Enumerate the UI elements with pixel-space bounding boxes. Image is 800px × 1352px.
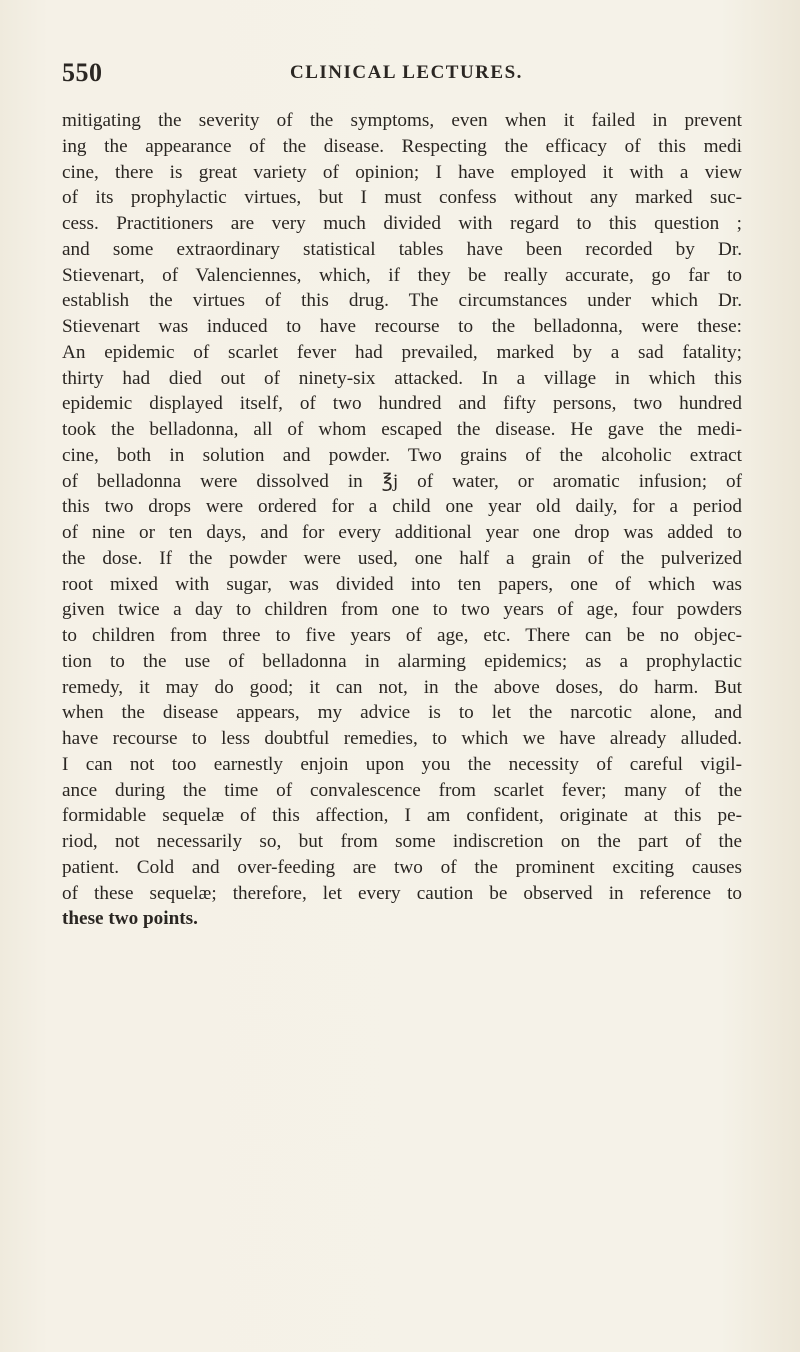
text-line: to children from three to five years of age, etc. There can be no objec- (62, 625, 742, 646)
body-text (62, 108, 742, 932)
text-line: took the belladonna, all of whom escaped the disease. He gave the medi- (62, 419, 742, 440)
text-line: ing the appearance of the disease. Respecting the efficacy of this medi (62, 135, 742, 157)
text-line: I can not too earnestly enjoin upon you the necessity of careful vigil- (62, 753, 742, 775)
text-line: have recourse to less doubtful remedies, to which we have already alluded. (62, 728, 742, 749)
text-line: Stievenart was induced to have recourse to the belladonna, were these: (62, 316, 742, 337)
text-line: formidable sequelæ of this affection, I am confident, originate at this pe- (62, 805, 742, 827)
text-line: of these sequelæ; therefore, let every caution be observed in reference to (62, 882, 742, 904)
running-title: CLINICAL LECTURES. (290, 62, 523, 83)
text-line: this two drops were ordered for a child one year old daily, for a period (62, 496, 742, 518)
text-line: of its prophylactic virtues, but I must confess without any marked suc- (62, 187, 742, 209)
text-line: root mixed with sugar, was divided into ten papers, one of which was (62, 573, 742, 595)
text-line: thirty had died out of ninety-six attacked. In a village in which this (62, 367, 742, 389)
text-line: when the disease appears, my advice is to let the narcotic alone, and (62, 702, 742, 724)
text-line: epidemic displayed itself, of two hundred and fifty persons, two hundred (62, 393, 742, 415)
text-line: patient. Cold and over-feeding are two of the prominent exciting causes (62, 856, 742, 878)
text-line: of belladonna were dissolved in ℥j of water, or aromatic infusion; of (62, 470, 742, 492)
text-line: and some extraordinary statistical tables have been recorded by Dr. (62, 238, 742, 260)
text-line: ance during the time of convalescence from scarlet fever; many of the (62, 779, 742, 801)
text-line: Stievenart, of Valenciennes, which, if they be really accurate, go far to (62, 264, 742, 286)
text-line: of nine or ten days, and for every additional year one drop was added to (62, 522, 742, 543)
running-head (62, 58, 742, 88)
text-line: remedy, it may do good; it can not, in the above doses, do harm. But (62, 676, 742, 698)
page-number: 550 (62, 58, 103, 87)
text-line: establish the virtues of this drug. The circumstances under which Dr. (62, 290, 742, 312)
text-line: cine, both in solution and powder. Two grains of the alcoholic extract (62, 444, 742, 466)
text-line: cess. Practitioners are very much divided with regard to this question ; (62, 213, 742, 234)
text-line: mitigating the severity of the symptoms, even when it failed in prevent (62, 110, 742, 131)
text-line: An epidemic of scarlet fever had prevailed, marked by a sad fatality; (62, 341, 742, 363)
text-line: riod, not necessarily so, but from some indiscretion on the part of the (62, 831, 742, 852)
text-line: given twice a day to children from one to two years of age, four powders (62, 599, 742, 621)
text-line: tion to the use of belladonna in alarming epidemics; as a prophylactic (62, 650, 742, 672)
text-line: the dose. If the powder were used, one half a grain of the pulverized (62, 547, 742, 569)
text-line: cine, there is great variety of opinion; I have employed it with a view (62, 161, 742, 183)
text-line: these two points. (62, 908, 198, 930)
